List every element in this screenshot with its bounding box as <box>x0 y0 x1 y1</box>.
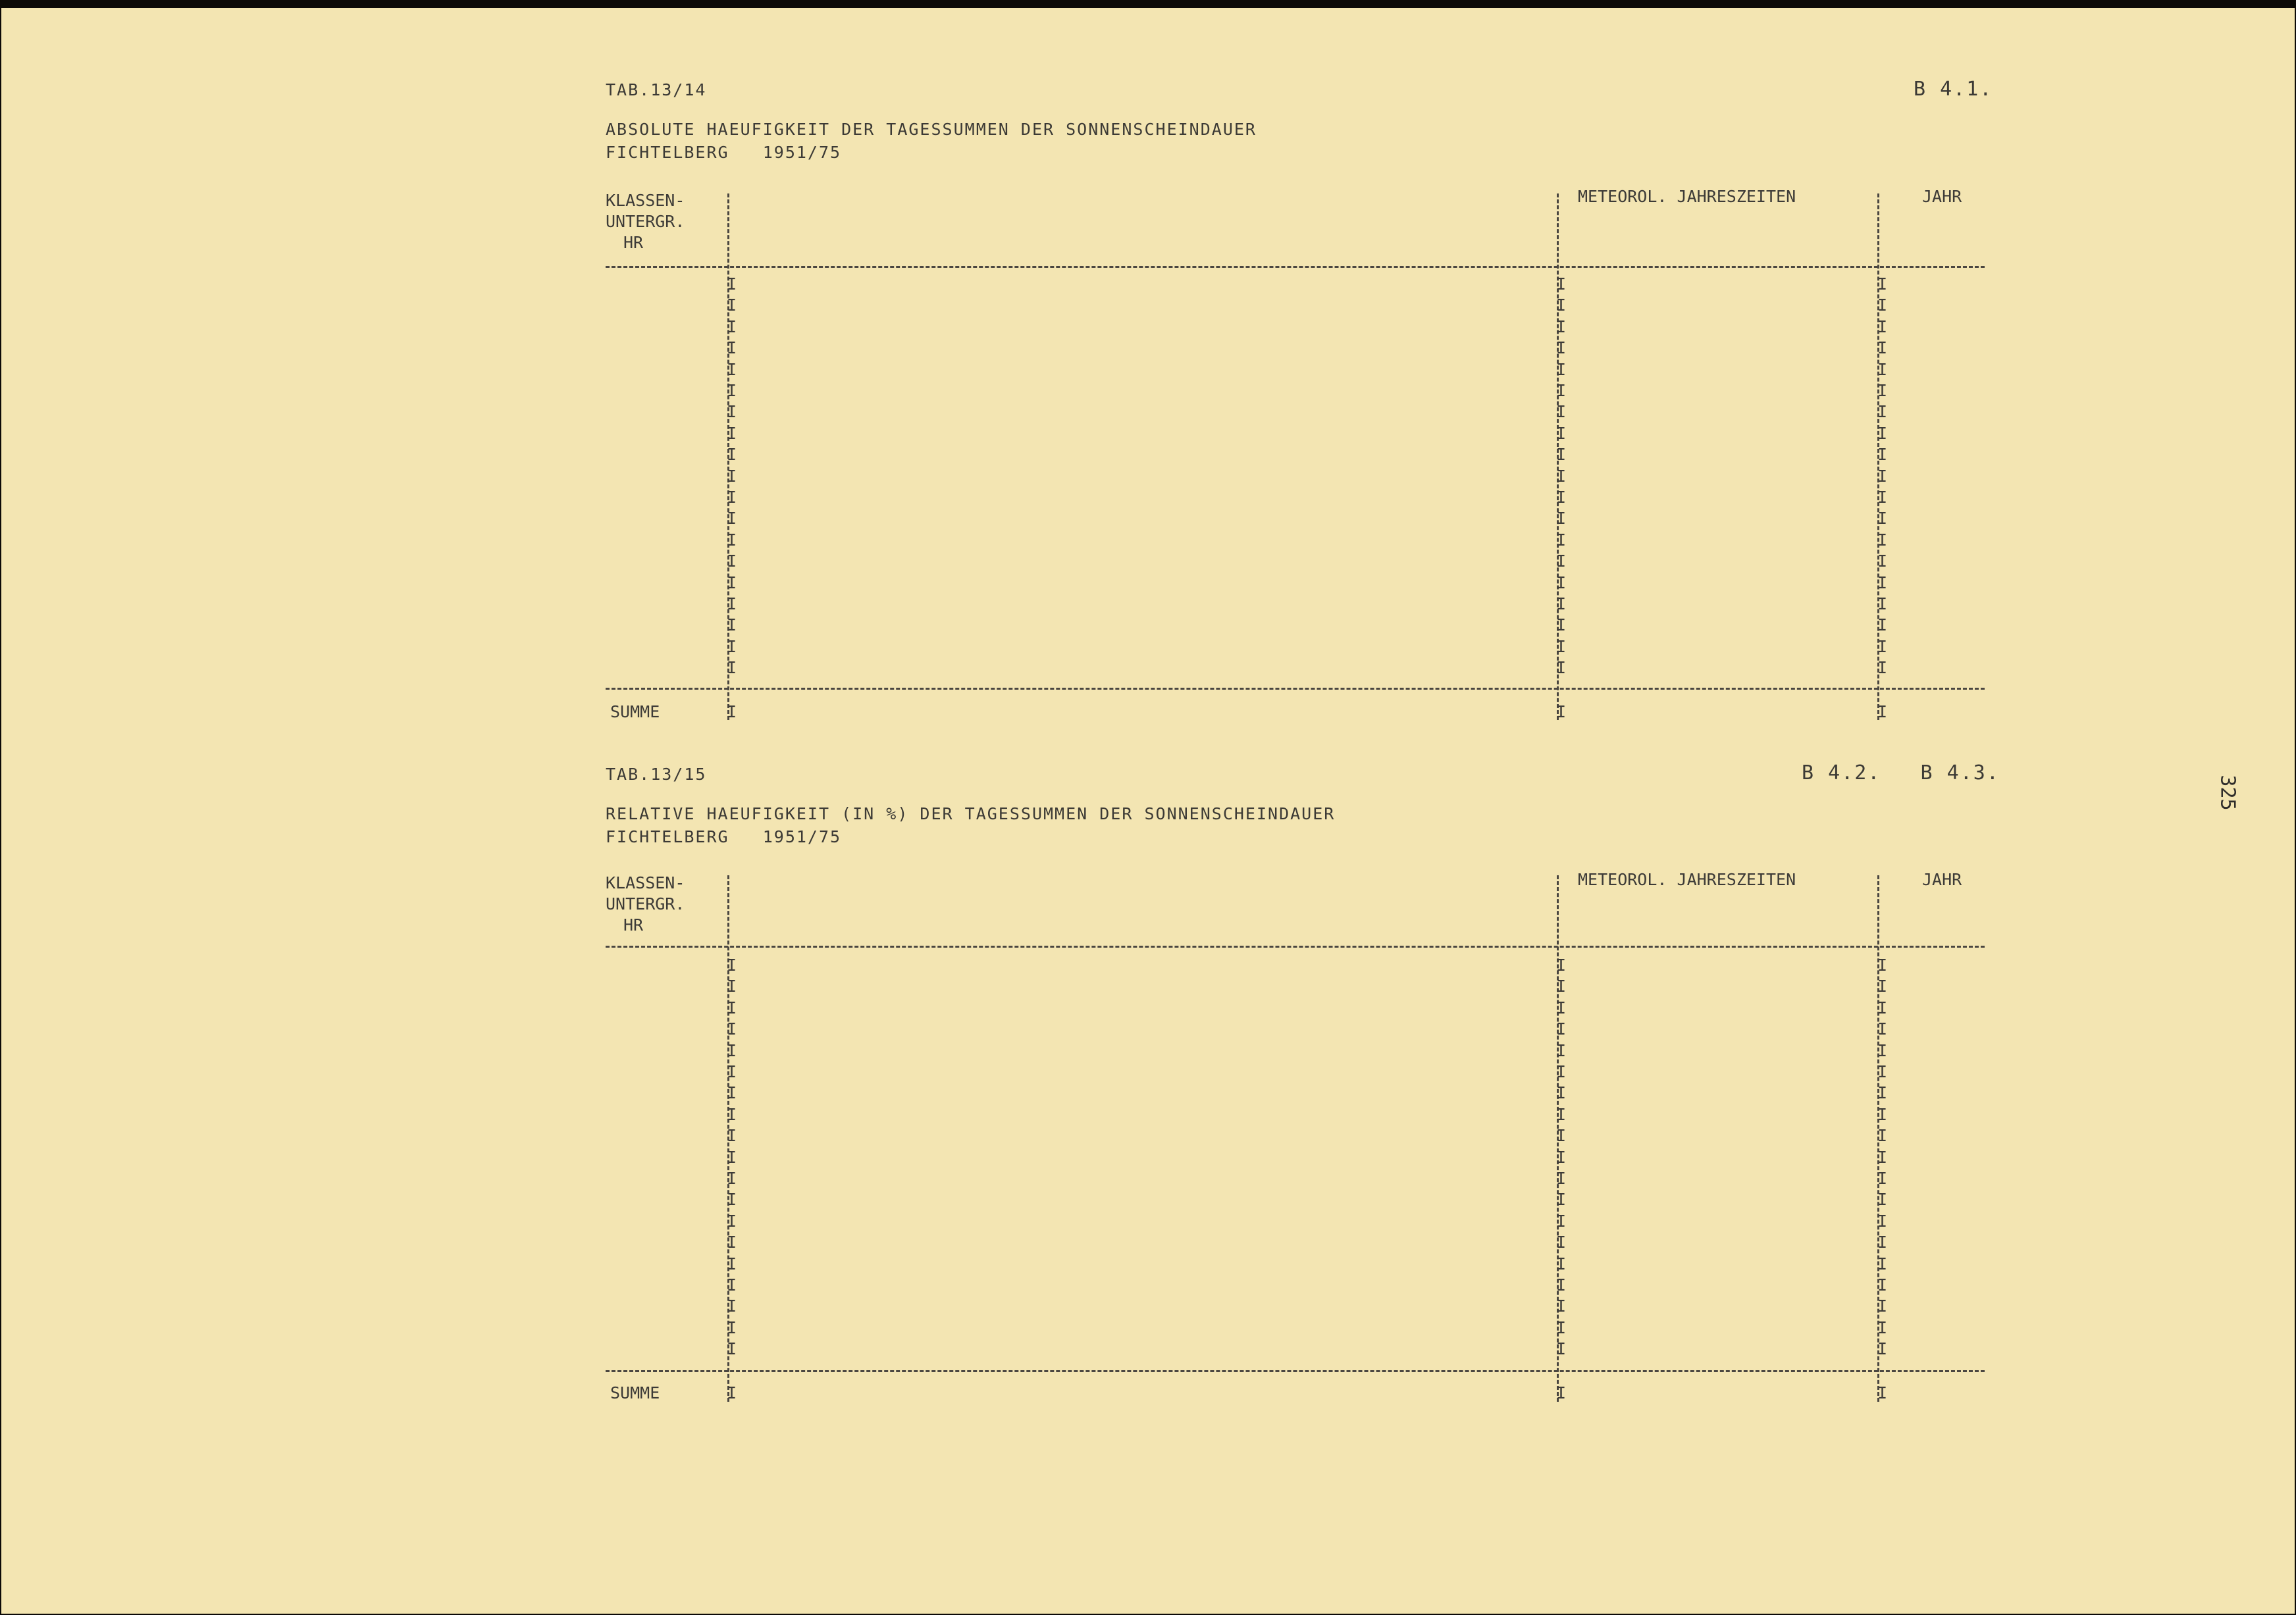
table1-seasons-title: METEOROL. JAHRESZEITEN <box>1578 187 1796 206</box>
column-separator: I <box>1556 1254 1567 1273</box>
table1-class-label-3: HR <box>623 233 644 252</box>
column-separator: I <box>1877 1104 1888 1124</box>
table1-rule-top <box>606 266 1985 268</box>
column-separator: I <box>727 636 737 656</box>
column-separator: I <box>1556 551 1567 571</box>
column-separator: I <box>727 573 737 592</box>
column-separator: I <box>1556 1296 1567 1316</box>
column-separator: I <box>1556 636 1567 656</box>
column-separator: I <box>1877 551 1888 571</box>
column-separator: I <box>1556 1062 1567 1081</box>
column-separator: I <box>1556 1126 1567 1146</box>
column-separator: I <box>727 530 737 550</box>
table2-year-label: JAHR <box>1922 870 1962 889</box>
column-separator: I <box>1877 1383 1888 1402</box>
column-separator: I <box>1556 445 1567 465</box>
column-separator: I <box>1556 1040 1567 1060</box>
column-separator: I <box>1877 998 1888 1017</box>
column-separator: I <box>1556 998 1567 1017</box>
column-separator: I <box>727 317 737 336</box>
column-separator: I <box>727 488 737 507</box>
table2-class-label-3: HR <box>623 915 644 935</box>
column-separator: I <box>1877 1275 1888 1295</box>
column-separator: I <box>1877 1147 1888 1167</box>
column-separator: I <box>1877 1126 1888 1146</box>
column-separator: I <box>727 1062 737 1081</box>
column-separator: I <box>1877 381 1888 400</box>
column-separator: I <box>1877 445 1888 465</box>
table1-ref: B 4.1. <box>1914 78 1993 101</box>
table1-class-label-1: KLASSEN- <box>606 191 685 210</box>
table1-id: TAB.13/14 <box>606 80 707 99</box>
column-separator: I <box>727 359 737 379</box>
column-separator: I <box>727 1318 737 1337</box>
column-separator: I <box>727 977 737 996</box>
column-separator: I <box>1877 402 1888 422</box>
column-separator: I <box>727 1019 737 1039</box>
table2-seasons-title: METEOROL. JAHRESZEITEN <box>1578 870 1796 889</box>
column-separator: I <box>727 402 737 422</box>
page-number: 325 <box>2216 775 2239 811</box>
column-separator: I <box>1877 1254 1888 1273</box>
table2-id: TAB.13/15 <box>606 765 707 784</box>
column-separator: I <box>1877 295 1888 315</box>
column-separator: I <box>727 1040 737 1060</box>
column-separator: I <box>727 274 737 294</box>
column-separator: I <box>1556 1233 1567 1252</box>
column-separator: I <box>727 509 737 528</box>
column-separator: I <box>1877 1190 1888 1210</box>
column-separator: I <box>1556 1104 1567 1124</box>
column-separator: I <box>1556 423 1567 443</box>
column-separator: I <box>1877 594 1888 613</box>
column-separator: I <box>1556 1383 1567 1402</box>
column-separator: I <box>1556 573 1567 592</box>
column-separator: I <box>1877 1296 1888 1316</box>
table2-class-label-2: UNTERGR. <box>606 894 685 913</box>
column-separator: I <box>1556 295 1567 315</box>
table1-station: FICHTELBERG 1951/75 <box>606 143 842 162</box>
column-separator: I <box>1877 615 1888 635</box>
column-separator: I <box>1556 488 1567 507</box>
column-separator: I <box>1877 1318 1888 1337</box>
column-separator: I <box>727 445 737 465</box>
column-separator: I <box>1877 1062 1888 1081</box>
column-separator: I <box>1556 509 1567 528</box>
column-separator: I <box>727 381 737 400</box>
sum-label: SUMME <box>610 702 660 721</box>
column-separator: I <box>727 551 737 571</box>
column-separator: I <box>1556 530 1567 550</box>
column-separator: I <box>727 956 737 975</box>
sum-label: SUMME <box>610 1383 660 1402</box>
column-separator: I <box>727 1339 737 1359</box>
table2-ref: B 4.2. B 4.3. <box>1802 761 2000 784</box>
column-separator: I <box>1556 1147 1567 1167</box>
column-separator: I <box>1556 381 1567 400</box>
column-separator: I <box>1877 1019 1888 1039</box>
column-separator: I <box>727 998 737 1017</box>
column-separator: I <box>727 1275 737 1295</box>
column-separator: I <box>1877 509 1888 528</box>
column-separator: I <box>727 1254 737 1273</box>
column-separator: I <box>1556 956 1567 975</box>
column-separator: I <box>1877 274 1888 294</box>
column-separator: I <box>1877 636 1888 656</box>
column-separator: I <box>727 466 737 486</box>
column-separator: I <box>727 702 737 721</box>
column-separator: I <box>1556 1318 1567 1337</box>
column-separator: I <box>727 1233 737 1252</box>
column-separator: I <box>1556 594 1567 613</box>
column-separator: I <box>1556 1019 1567 1039</box>
column-separator: I <box>727 295 737 315</box>
column-separator: I <box>1556 615 1567 635</box>
column-separator: I <box>1877 977 1888 996</box>
column-separator: I <box>727 1147 737 1167</box>
column-separator: I <box>1877 1339 1888 1359</box>
column-separator: I <box>1877 956 1888 975</box>
column-separator: I <box>1556 1169 1567 1188</box>
column-separator: I <box>1556 338 1567 358</box>
column-separator: I <box>1877 1083 1888 1103</box>
table2-rule-top <box>606 946 1985 948</box>
table1-rule-bottom <box>606 688 1985 690</box>
column-separator: I <box>1556 1083 1567 1103</box>
column-separator: I <box>1877 466 1888 486</box>
column-separator: I <box>727 1190 737 1210</box>
column-separator: I <box>727 338 737 358</box>
table2-title: RELATIVE HAEUFIGKEIT (IN %) DER TAGESSUMMEN DER SONNENSCHEINDAUER <box>606 804 1336 823</box>
column-separator: I <box>1877 658 1888 678</box>
column-separator: I <box>1556 402 1567 422</box>
column-separator: I <box>1877 1211 1888 1231</box>
table1-class-label-2: UNTERGR. <box>606 212 685 231</box>
column-separator: I <box>1877 702 1888 721</box>
column-separator: I <box>1556 1339 1567 1359</box>
column-separator: I <box>1877 530 1888 550</box>
column-separator: I <box>1877 423 1888 443</box>
table2-class-label-1: KLASSEN- <box>606 873 685 892</box>
column-separator: I <box>1556 702 1567 721</box>
column-separator: I <box>1556 1211 1567 1231</box>
column-separator: I <box>1556 274 1567 294</box>
column-separator: I <box>1556 1190 1567 1210</box>
column-separator: I <box>727 658 737 678</box>
table1-year-label: JAHR <box>1922 187 1962 206</box>
column-separator: I <box>727 615 737 635</box>
column-separator: I <box>727 423 737 443</box>
document-page <box>1 8 2295 1614</box>
column-separator: I <box>1556 977 1567 996</box>
column-separator: I <box>727 1126 737 1146</box>
column-separator: I <box>1556 466 1567 486</box>
column-separator: I <box>1556 658 1567 678</box>
column-separator: I <box>727 1083 737 1103</box>
column-separator: I <box>727 1383 737 1402</box>
column-separator: I <box>1877 573 1888 592</box>
column-separator: I <box>1556 359 1567 379</box>
table2-rule-bottom <box>606 1370 1985 1372</box>
column-separator: I <box>727 1211 737 1231</box>
column-separator: I <box>1877 1040 1888 1060</box>
column-separator: I <box>1556 317 1567 336</box>
column-separator: I <box>1877 1169 1888 1188</box>
column-separator: I <box>727 1296 737 1316</box>
column-separator: I <box>727 1104 737 1124</box>
column-separator: I <box>1877 488 1888 507</box>
column-separator: I <box>1877 1233 1888 1252</box>
column-separator: I <box>727 594 737 613</box>
column-separator: I <box>1556 1275 1567 1295</box>
column-separator: I <box>1877 317 1888 336</box>
table1-title: ABSOLUTE HAEUFIGKEIT DER TAGESSUMMEN DER SONNENSCHEINDAUER <box>606 120 1257 139</box>
table2-station: FICHTELBERG 1951/75 <box>606 827 842 846</box>
column-separator: I <box>727 1169 737 1188</box>
column-separator: I <box>1877 338 1888 358</box>
column-separator: I <box>1877 359 1888 379</box>
